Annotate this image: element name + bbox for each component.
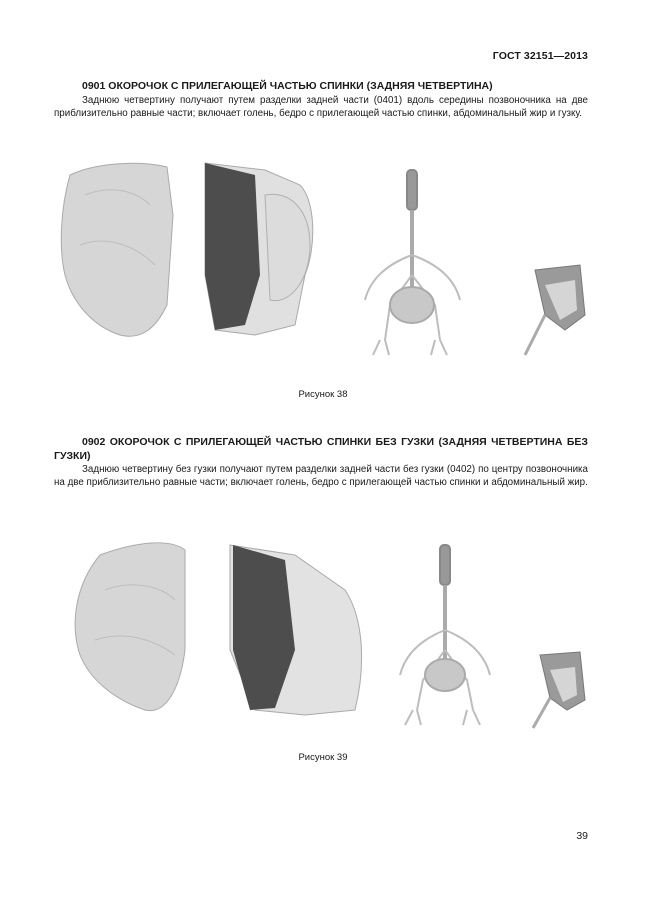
section-text: Заднюю четвертину без гузки получают путем разделки задней части без гузки (0402) по центру позвоночника на две приблизительно равные части; включает голень, бедро с прилегающей частью спинки и абдоминальный жир. (54, 464, 588, 488)
figure-caption-39: Рисунок 39 (298, 752, 348, 763)
cut-detail-diagram (525, 265, 585, 355)
figure-caption-38: Рисунок 38 (298, 389, 348, 400)
cut-detail-diagram (533, 652, 585, 728)
meat-skin-photo (75, 543, 185, 711)
meat-inside-photo (205, 163, 313, 335)
figure-39-images (55, 530, 595, 740)
page-number: 39 (576, 830, 588, 842)
section-0901 (54, 80, 588, 120)
meat-skin-photo (61, 163, 173, 336)
section-heading: 0902 ОКОРОЧОК С ПРИЛЕГАЮЩЕЙ ЧАСТЬЮ СПИНКИ БЕЗ ГУЗКИ (ЗАДНЯЯ ЧЕТВЕРТИНА БЕЗ ГУЗКИ) (54, 436, 588, 462)
meat-inside-photo (230, 545, 362, 715)
figure-38-images (55, 155, 595, 370)
standard-header: ГОСТ 32151—2013 (492, 50, 588, 62)
skeleton-diagram (365, 170, 460, 355)
section-0902 (54, 436, 588, 489)
section-heading: 0901 ОКОРОЧОК С ПРИЛЕГАЮЩЕЙ ЧАСТЬЮ СПИНКИ (ЗАДНЯЯ ЧЕТВЕРТИНА) (82, 80, 493, 92)
skeleton-diagram (400, 545, 490, 725)
section-text: Заднюю четвертину получают путем разделки задней части (0401) вдоль середины позвоночника на две приблизительно равные части; включает голень, бедро с прилегающей частью спинки, абдоминальный жир и гузку. (54, 94, 588, 119)
